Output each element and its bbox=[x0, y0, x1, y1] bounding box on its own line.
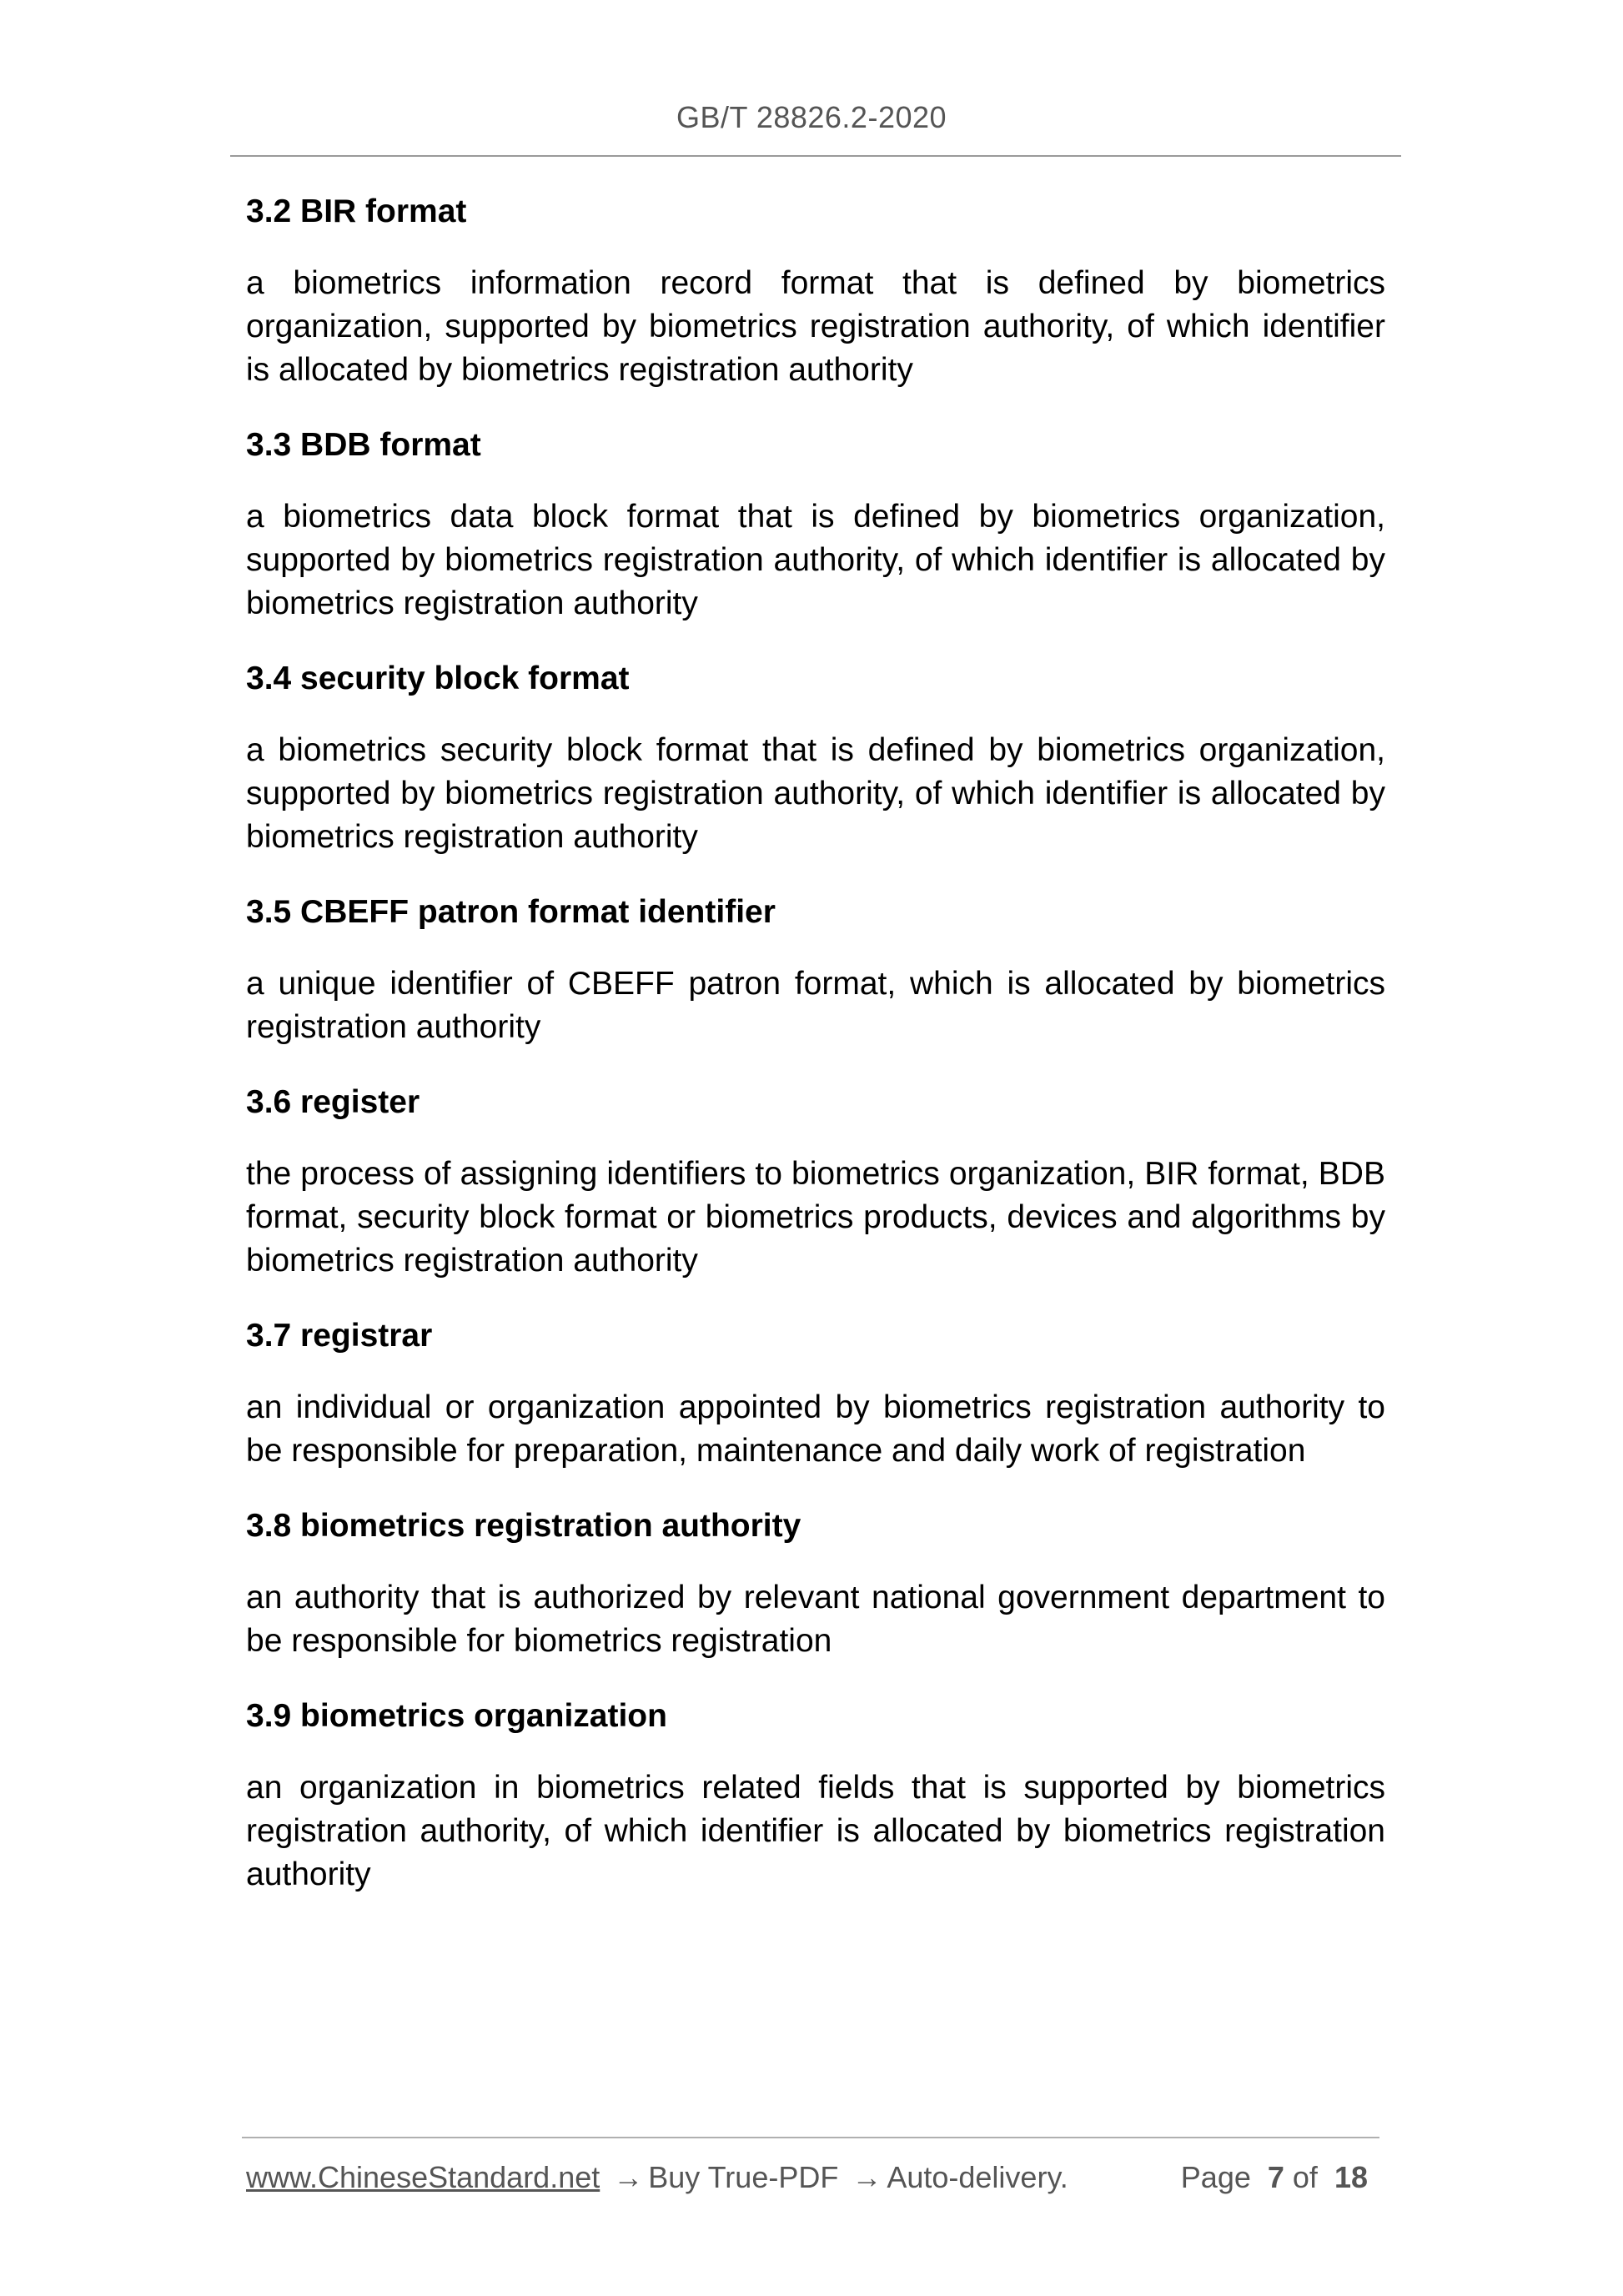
page-label: Page bbox=[1180, 2160, 1251, 2194]
page-indicator bbox=[1181, 2160, 1376, 2195]
term-definition: a biometrics data block format that is defined by biometrics organization, supported by biometrics registration authority, of which identifier is allocated by biometrics registration authority bbox=[246, 499, 1385, 621]
term-entry bbox=[246, 1314, 1385, 1473]
term-definition: a biometrics security block format that is defined by biometrics organization, supported by biometrics registration authority, of which identifier is allocated by biometrics registration authority bbox=[246, 732, 1385, 855]
term-heading: 3.6 register bbox=[246, 1084, 420, 1120]
term-definition: the process of assigning identifiers to biometrics organization, BIR format, BDB format, security block format or biometrics products, devices and algorithms by biometrics registration authority bbox=[246, 1156, 1385, 1279]
term-definition: a biometrics information record format that is defined by biometrics organization, supported by biometrics registration authority, of which identifier is allocated by biometrics registration authority bbox=[246, 265, 1385, 388]
page-total-number: 18 bbox=[1334, 2160, 1368, 2194]
arrow-right-icon: → bbox=[613, 2160, 644, 2194]
website-link[interactable]: www.ChineseStandard.net bbox=[246, 2160, 600, 2194]
term-heading: 3.4 security block format bbox=[246, 661, 630, 696]
term-heading: 3.3 BDB format bbox=[246, 427, 481, 463]
term-definition: an authority that is authorized by relevant national government department to be responsible for biometrics registration bbox=[246, 1580, 1385, 1659]
term-heading: 3.7 registrar bbox=[246, 1318, 433, 1354]
auto-delivery-text: Auto-delivery. bbox=[887, 2160, 1068, 2194]
term-entry bbox=[246, 1695, 1385, 1897]
term-entry bbox=[246, 190, 1385, 392]
document-header-title: GB/T 28826.2-2020 bbox=[676, 100, 947, 134]
term-heading: 3.5 CBEFF patron format identifier bbox=[246, 894, 776, 930]
page-footer bbox=[246, 2160, 1376, 2195]
document-body bbox=[246, 190, 1385, 1928]
term-entry bbox=[246, 1505, 1385, 1663]
term-heading: 3.9 biometrics organization bbox=[246, 1698, 667, 1734]
buy-true-pdf-text: Buy True-PDF bbox=[648, 2160, 839, 2194]
term-definition: a unique identifier of CBEFF patron format, which is allocated by biometrics registration authority bbox=[246, 966, 1385, 1045]
term-entry bbox=[246, 891, 1385, 1049]
term-definition: an organization in biometrics related fields that is supported by biometrics registration authority, of which identifier is allocated by biometrics registration authority bbox=[246, 1770, 1385, 1892]
term-entry bbox=[246, 657, 1385, 859]
page-of-label: of bbox=[1292, 2160, 1318, 2194]
term-entry bbox=[246, 1081, 1385, 1283]
header-divider bbox=[230, 155, 1401, 157]
term-definition: an individual or organization appointed by biometrics registration authority to be responsible for preparation, maintenance and daily work of registration bbox=[246, 1389, 1385, 1469]
footer-divider bbox=[242, 2137, 1379, 2138]
term-heading: 3.8 biometrics registration authority bbox=[246, 1508, 801, 1544]
page-current-number: 7 bbox=[1267, 2160, 1284, 2194]
term-entry bbox=[246, 424, 1385, 625]
arrow-right-icon: → bbox=[852, 2160, 882, 2194]
term-heading: 3.2 BIR format bbox=[246, 193, 467, 229]
